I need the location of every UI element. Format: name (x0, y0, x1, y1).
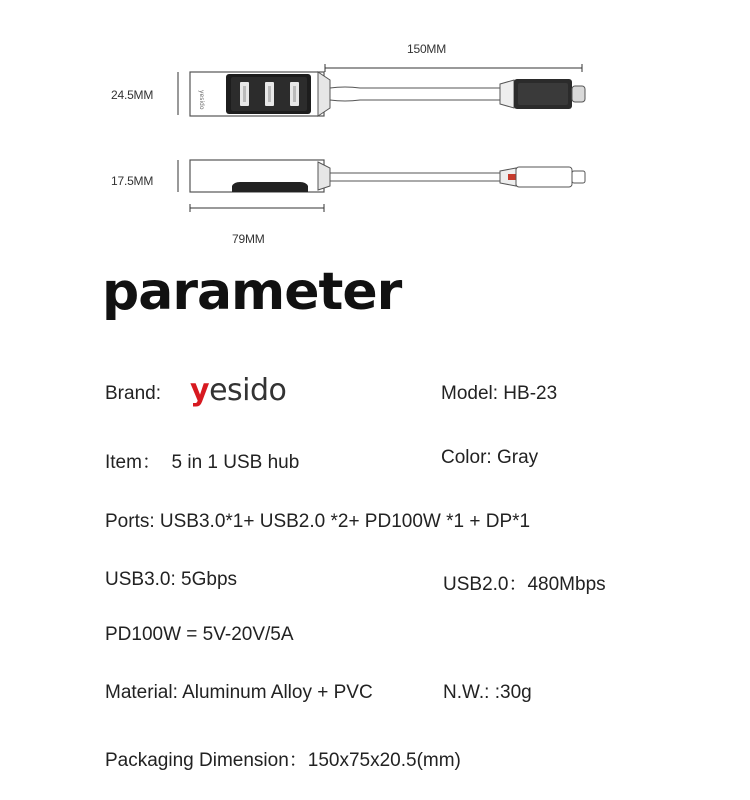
svg-text:yesido: yesido (198, 90, 205, 110)
product-dimension-diagram (0, 0, 750, 260)
item-spec: Item： 5 in 1 USB hub (105, 452, 300, 473)
pd-spec: PD100W = 5V-20V/5A (105, 624, 294, 645)
body-length-label: 79MM (232, 232, 265, 246)
brand-label: Brand: (105, 383, 161, 404)
model-spec: Model: HB-23 (441, 383, 558, 404)
top-height-label: 24.5MM (111, 88, 154, 102)
hub-side-view (190, 160, 585, 192)
ports-spec: Ports: USB3.0*1+ USB2.0 *2+ PD100W *1 + DP*1 (105, 511, 531, 532)
usb2-spec: USB2.0：480Mbps (443, 574, 606, 595)
usb3-spec: USB3.0: 5Gbps (105, 569, 238, 590)
length-marker-body (190, 204, 324, 212)
color-spec: Color: Gray (441, 447, 539, 468)
cable-length-label: 150MM (407, 42, 447, 56)
hub-top-view (190, 72, 585, 116)
length-marker-cable (325, 64, 582, 72)
brand-logo-text: esido (209, 373, 287, 408)
brand-logo-mark: y (190, 373, 210, 408)
weight-spec: N.W.: :30g (443, 682, 532, 703)
material-spec: Material: Aluminum Alloy + PVC (105, 682, 373, 703)
brand-logo (190, 373, 286, 408)
section-title: parameter (102, 262, 402, 322)
side-height-label: 17.5MM (111, 174, 154, 188)
packaging-spec: Packaging Dimension：150x75x20.5(mm) (105, 750, 461, 771)
